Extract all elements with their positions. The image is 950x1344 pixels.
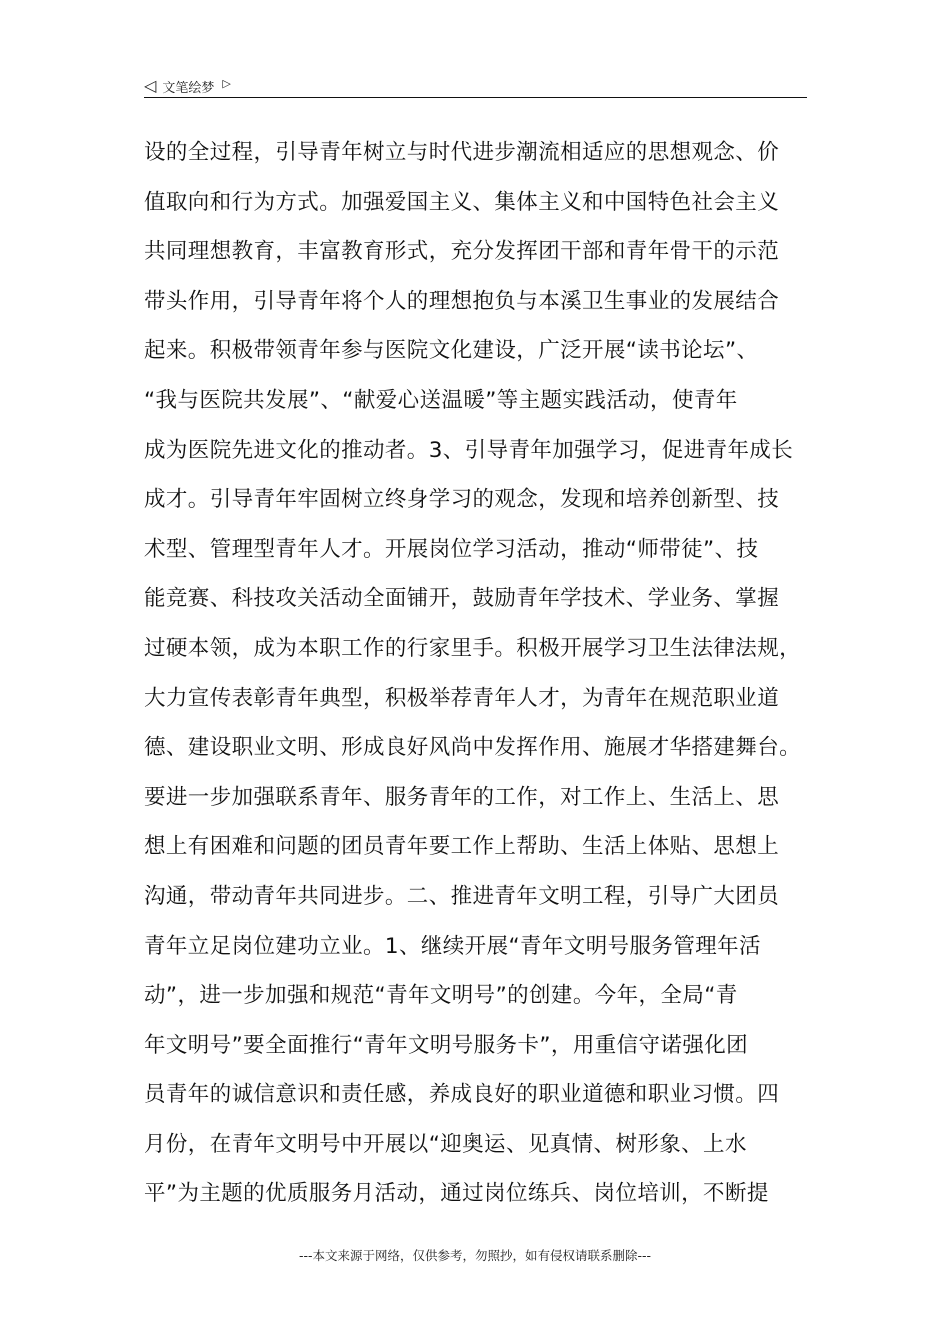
page-footer: ---本文来源于网络，仅供参考，勿照抄，如有侵权请联系删除--- xyxy=(298,1248,652,1263)
text-line: 德、建设职业文明、形成良好风尚中发挥作用、施展才华搭建舞台。 xyxy=(144,735,802,761)
text-line: 成为医院先进文化的推动者。3、引导青年加强学习，促进青年成长 xyxy=(144,437,794,463)
header-title: 文笔绘梦 xyxy=(162,80,215,96)
text-line: 成才。引导青年牢固树立终身学习的观念，发现和培养创新型、技 xyxy=(144,487,780,513)
page-header xyxy=(144,74,807,98)
text-line: 要进一步加强联系青年、服务青年的工作，对工作上、生活上、思 xyxy=(144,784,780,810)
text-line: 平”为主题的优质服务月活动，通过岗位练兵、岗位培训，不断提 xyxy=(144,1181,769,1207)
header-divider xyxy=(144,97,807,98)
text-line: 青年立足岗位建功立业。1、继续开展“青年文明号服务管理年活 xyxy=(144,933,761,959)
text-line: 想上有困难和问题的团员青年要工作上帮助、生活上体贴、思想上 xyxy=(144,834,780,860)
text-line: 年文明号”要全面推行“青年文明号服务卡”，用重信守诺强化团 xyxy=(144,1032,749,1058)
text-line: 起来。积极带领青年参与医院文化建设，广泛开展“读书论坛”、 xyxy=(144,338,759,364)
text-line: 术型、管理型青年人才。开展岗位学习活动，推动“师带徒”、技 xyxy=(144,536,759,562)
text-line: “我与医院共发展”、“献爱心送温暖”等主题实践活动，使青年 xyxy=(144,387,738,413)
text-line: 月份，在青年文明号中开展以“迎奥运、见真情、树形象、上水 xyxy=(144,1131,747,1157)
text-line: 沟通，带动青年共同进步。二、推进青年文明工程，引导广大团员 xyxy=(144,883,780,909)
text-line: 带头作用，引导青年将个人的理想抱负与本溪卫生事业的发展结合 xyxy=(144,288,780,314)
text-line: 动”，进一步加强和规范“青年文明号”的创建。今年，全局“青 xyxy=(144,983,738,1009)
text-line: 员青年的诚信意识和责任感，养成良好的职业道德和职业习惯。四 xyxy=(144,1082,780,1108)
text-line: 设的全过程，引导青年树立与时代进步潮流相适应的思想观念、价 xyxy=(144,140,780,165)
text-line: 能竞赛、科技攻关活动全面铺开，鼓励青年学技术、学业务、掌握 xyxy=(144,586,780,612)
text-line: 共同理想教育，丰富教育形式，充分发挥团干部和青年骨干的示范 xyxy=(144,239,780,265)
document-body xyxy=(144,128,807,1219)
text-line: 大力宣传表彰青年典型，积极举荐青年人才，为青年在规范职业道 xyxy=(144,685,780,711)
right-triangle-icon: ▷ xyxy=(222,76,231,90)
text-line: 值取向和行为方式。加强爱国主义、集体主义和中国特色社会主义 xyxy=(144,189,780,215)
text-line: 过硬本领，成为本职工作的行家里手。积极开展学习卫生法律法规， xyxy=(144,635,802,661)
left-triangle-icon: ◁ xyxy=(144,76,157,95)
